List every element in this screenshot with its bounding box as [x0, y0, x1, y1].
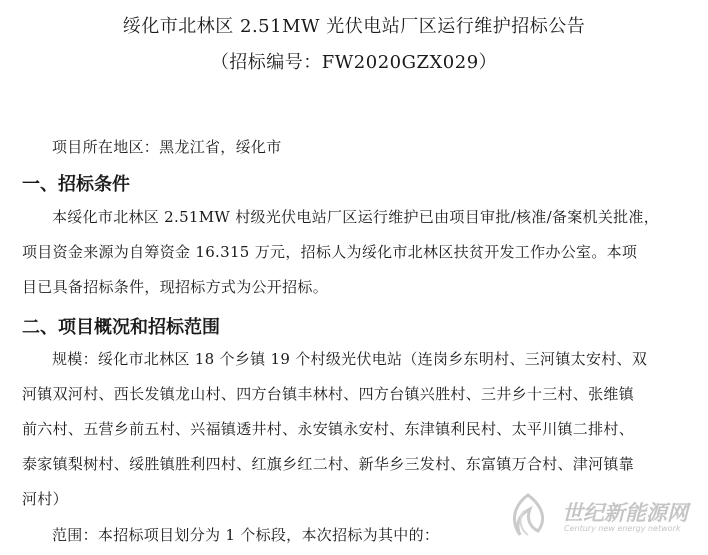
section-heading-project-overview: 二、项目概况和招标范围	[22, 317, 220, 338]
paragraph-line: 泰家镇梨树村、绥胜镇胜利四村、红旗乡红二村、新华乡三发村、东富镇万合村、津河镇靠	[22, 455, 635, 473]
paragraph-line: 前六村、五营乡前五村、兴福镇透井村、永安镇永安村、东津镇利民村、太平川镇二排村、	[22, 420, 635, 438]
paragraph-line: 目已具备招标条件，现招标方式为公开招标。	[22, 278, 329, 296]
paragraph-line: 项目资金来源为自筹资金 16.315 万元，招标人为绥化市北林区扶贫开发工作办公室。本项	[22, 243, 638, 261]
section-heading-tender-conditions: 一、招标条件	[22, 174, 130, 195]
watermark-text: 世纪新能源网	[562, 501, 688, 525]
paragraph-line: 规模：绥化市北林区 18 个乡镇 19 个村级光伏电站（连岗乡东明村、三河镇太安村、双	[52, 350, 648, 368]
tender-number: （招标编号：FW2020GZX029）	[210, 52, 498, 73]
paragraph-line: 范围：本招标项目划分为 1 个标段，本次招标为其中的：	[52, 526, 440, 544]
document-title: 绥化市北林区 2.51MW 光伏电站厂区运行维护招标公告	[122, 16, 586, 37]
flame-logo-icon	[500, 491, 558, 541]
paragraph-line: 河镇双河村、西长发镇龙山村、四方台镇丰林村、四方台镇兴胜村、三井乡十三村、张维镇	[22, 385, 635, 403]
paragraph-line: 河村）	[22, 490, 68, 508]
watermark-logo	[500, 491, 700, 541]
project-location: 项目所在地区：黑龙江省，绥化市	[52, 138, 282, 156]
paragraph-line: 本绥化市北林区 2.51MW 村级光伏电站厂区运行维护已由项目审批/核准/备案机关批准，	[52, 208, 660, 226]
watermark-subtext: Century new energy network	[564, 524, 681, 533]
